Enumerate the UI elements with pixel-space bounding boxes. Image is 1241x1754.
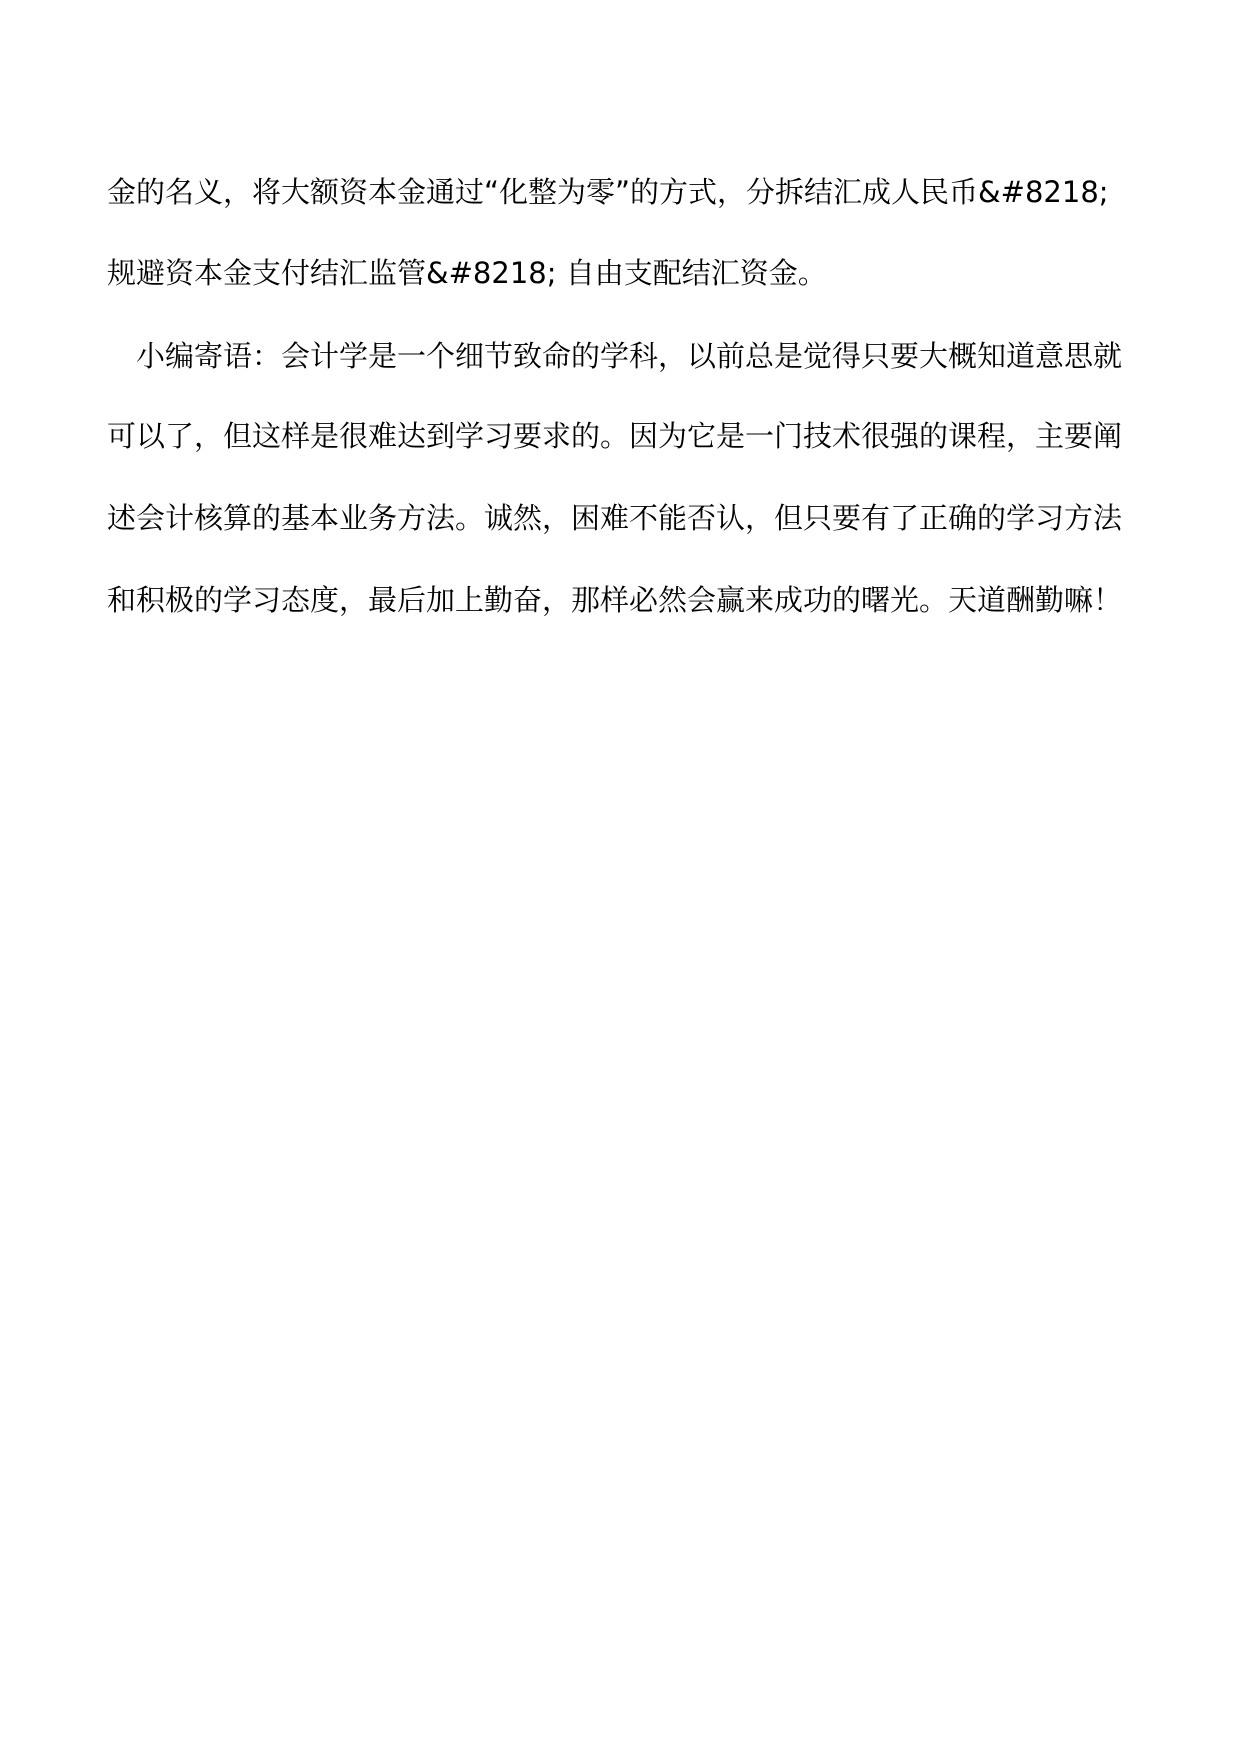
paragraph-line: 和积极的学习态度，最后加上勤奋，那样必然会赢来成功的曙光。天道酬勤嘛！ (107, 583, 1123, 617)
paragraph-line: 可以了，但这样是很难达到学习要求的。因为它是一门技术很强的课程，主要阐 (107, 419, 1123, 453)
paragraph-line: 述会计核算的基本业务方法。诚然，困难不能否认，但只要有了正确的学习方法 (107, 501, 1123, 535)
paragraph-line: 小编寄语：会计学是一个细节致命的学科，以前总是觉得只要大概知道意思就 (136, 339, 1123, 373)
paragraph-line: 规避资本金支付结汇监管&#8218; 自由支配结汇资金。 (107, 256, 827, 290)
paragraph-line: 金的名义，将大额资本金通过“化整为零”的方式，分拆结汇成人民币&#8218; (107, 175, 1109, 209)
